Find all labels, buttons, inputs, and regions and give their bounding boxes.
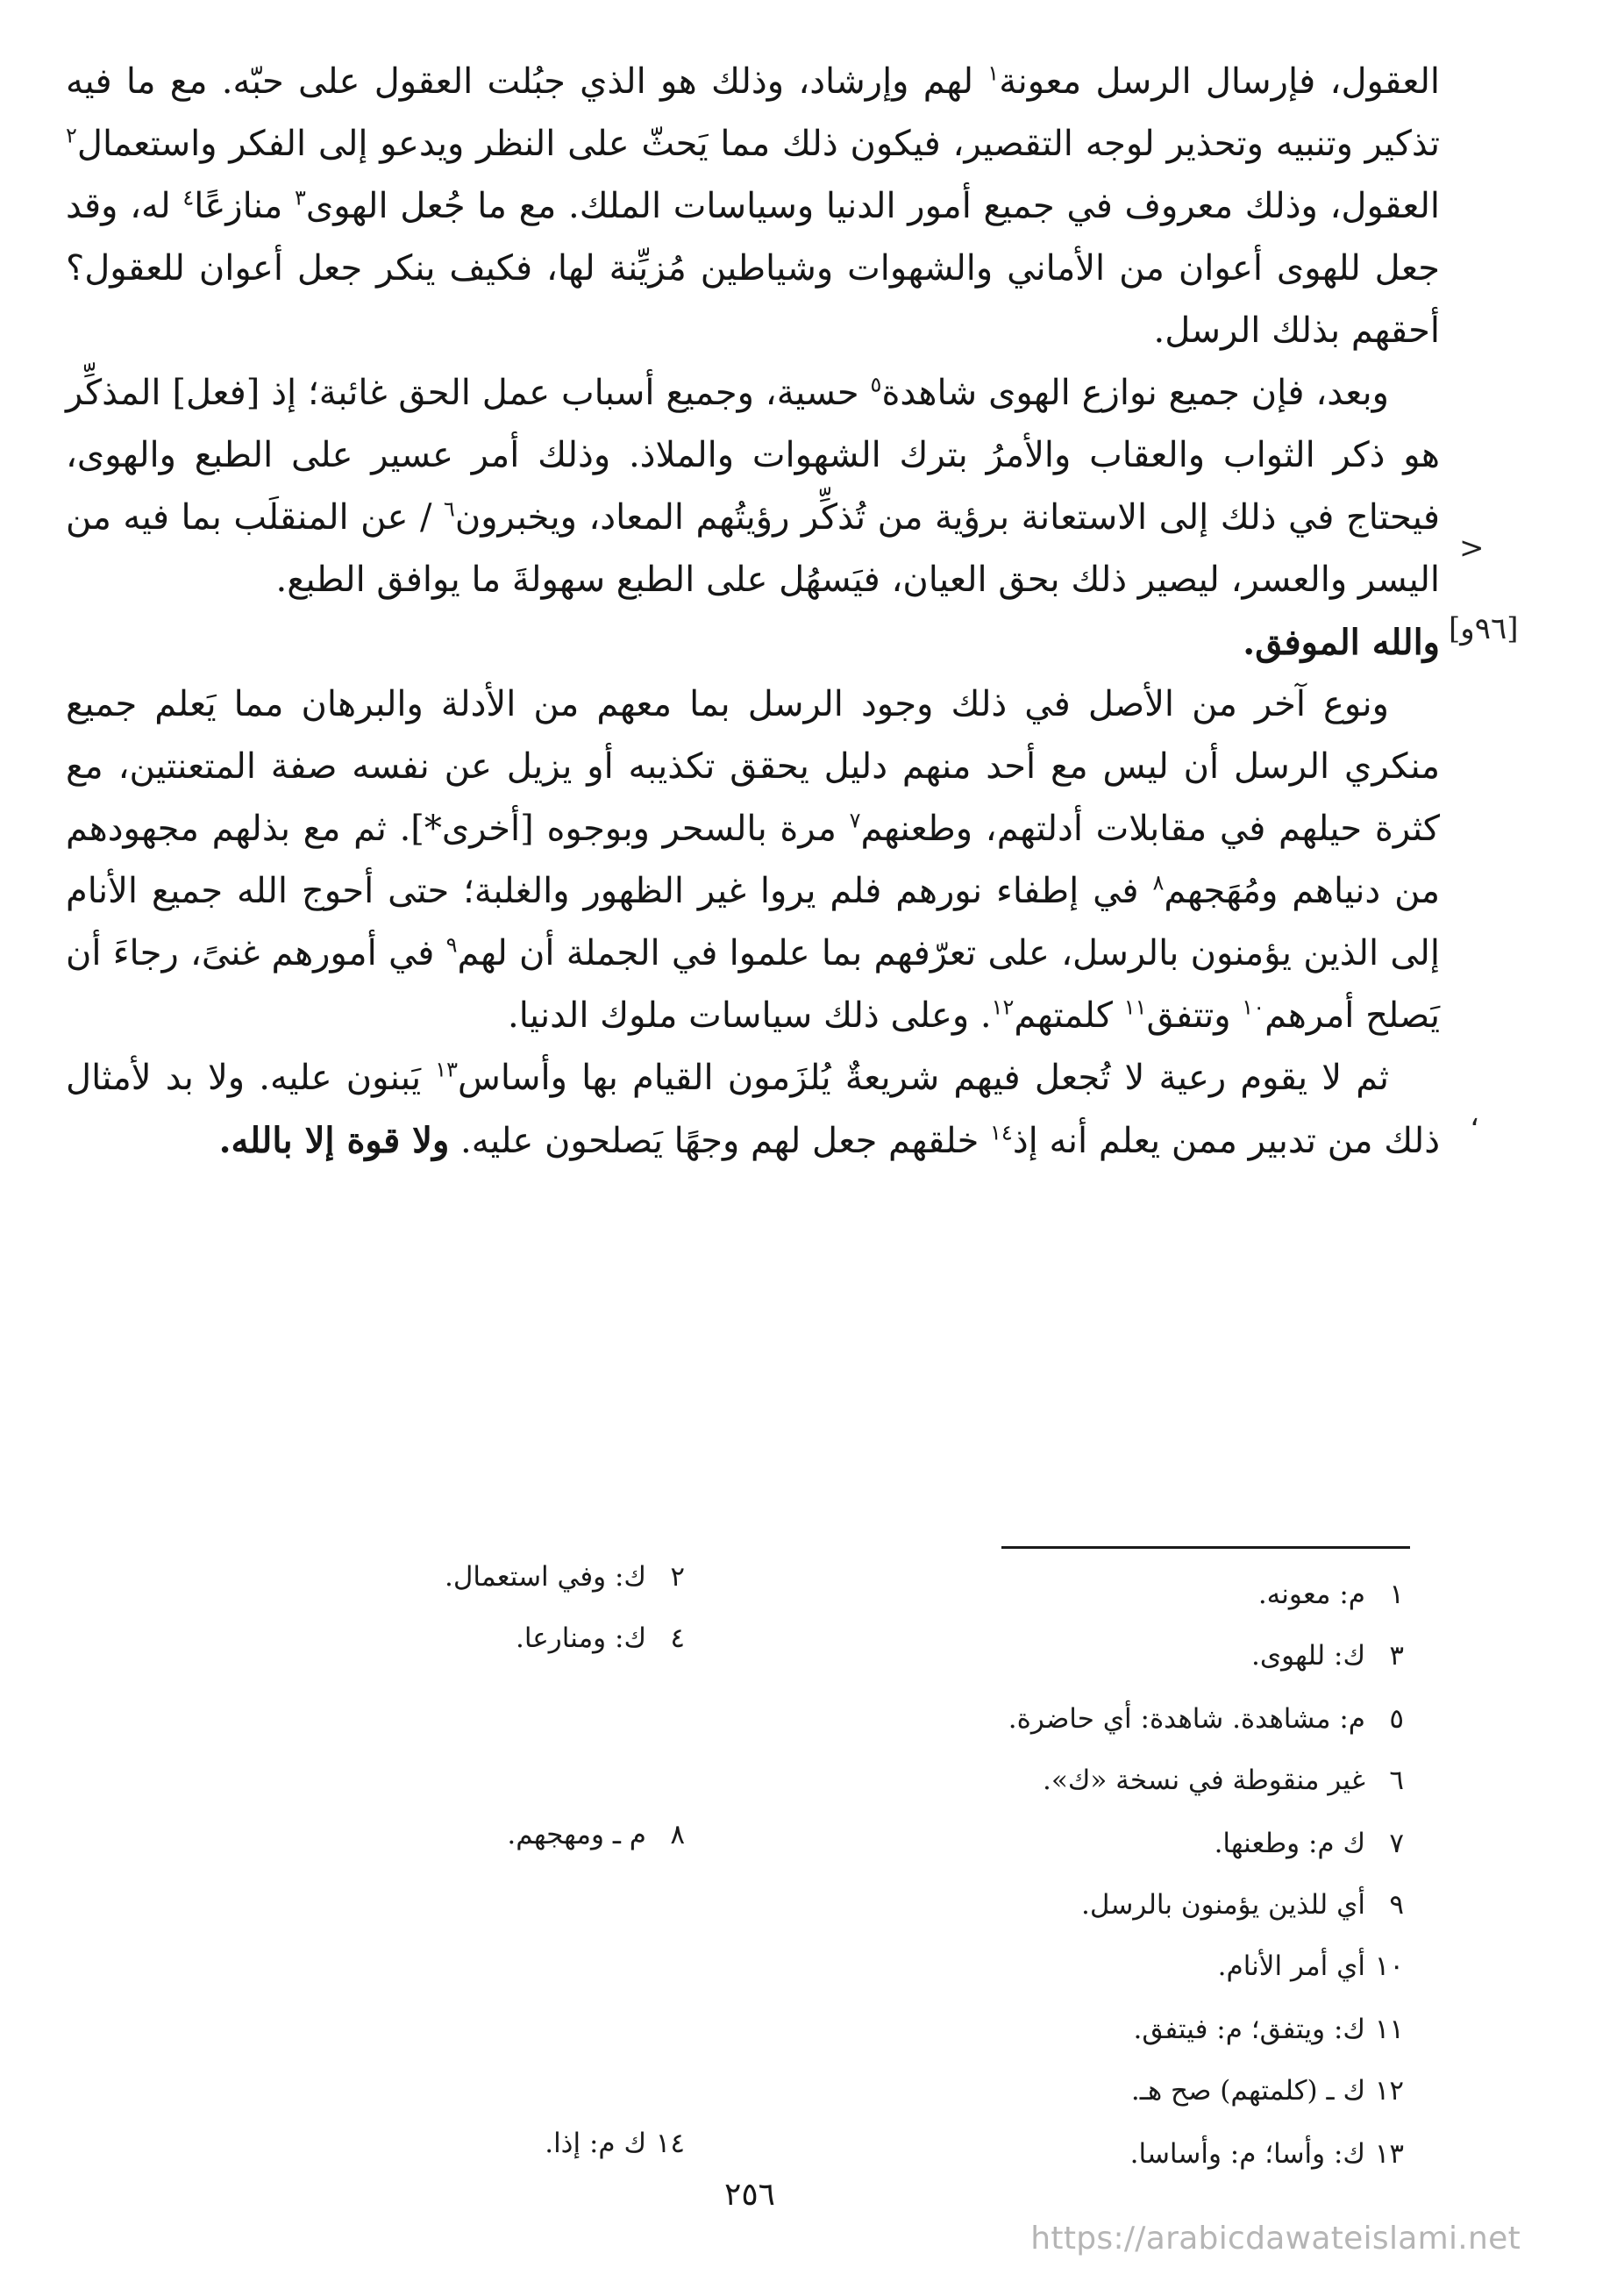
folio-marker: [٩٦و] xyxy=(1449,611,1519,646)
footnote-text: أي للذين يؤمنون بالرسل. xyxy=(1081,1889,1365,1921)
footnote-number: ١٣ xyxy=(1374,2138,1404,2170)
footnote-ref[interactable]: ١ xyxy=(987,61,1000,86)
text-run: . وعلى ذلك سياسات ملوك الدنيا. xyxy=(508,995,992,1036)
text-run: له، وقد جعل للهوى أعوان من الأماني والشهوات وشياطين مُزيِّنة لها، فكيف ينكر جعل أعوان للعقول؟ أحقهم بذلك الرسل. xyxy=(66,186,1440,351)
footnote-text: غير منقوطة في نسخة «ك». xyxy=(1043,1765,1365,1796)
footnote-text: أي أمر الأنام. xyxy=(1217,1950,1365,1982)
footnote-ref[interactable]: ٢ xyxy=(66,123,77,148)
paragraph-4 xyxy=(66,674,1440,1047)
margin-mark: ، xyxy=(1470,1098,1479,1133)
footnote-9 xyxy=(1081,1887,1404,1922)
text-run: حسية، وجميع أسباب عمل الحق غائبة؛ إذ [فعل] المذكِّر هو ذكر الثواب والعقاب والأمرُ بترك الشهوات والملاذ. وذلك أمر عسير على الطبع والهوى، فيحتاج في ذلك إلى الاستعانة برؤية من تُذكِّر رؤيتُهم المعاد، ويخبرون xyxy=(66,373,1440,538)
footnote-number: ٧ xyxy=(1389,1828,1404,1859)
paragraph-3: والله الموفق. xyxy=(1243,622,1440,663)
text-run: في أمورهم غنىً، رجاءَ أن يَصلح أمرهم xyxy=(66,933,1440,1036)
footnote-ref[interactable]: ٧ xyxy=(849,808,861,833)
footnote-2 xyxy=(445,1559,685,1594)
footnote-text: ك: للهوى. xyxy=(1251,1640,1365,1672)
main-text xyxy=(66,51,1440,1173)
footnote-ref[interactable]: ٣ xyxy=(295,185,306,210)
footnote-text: ك: ومنارعا. xyxy=(516,1622,646,1654)
text-run: العقول، وذلك معروف في جميع أمور الدنيا وسياسات الملك. مع ما جُعل الهوى xyxy=(305,186,1440,226)
paragraph-5 xyxy=(66,1047,1440,1173)
footnote-13 xyxy=(1130,2136,1404,2171)
footnote-number: ١١ xyxy=(1374,2014,1404,2045)
text-run: منازعًا xyxy=(194,186,295,226)
footnote-ref[interactable]: ٦ xyxy=(443,496,455,522)
footnote-number: ٦ xyxy=(1389,1765,1404,1796)
footnote-number: ١ xyxy=(1389,1579,1404,1610)
footnote-number: ٣ xyxy=(1389,1640,1404,1672)
footnote-number: ٤ xyxy=(670,1622,685,1654)
footnote-number: ٨ xyxy=(670,1819,685,1850)
footnote-ref[interactable]: ١٢ xyxy=(991,995,1015,1020)
footnote-text: ك: وأسا؛ م: وأساسا. xyxy=(1129,2138,1365,2170)
footnote-1 xyxy=(1258,1577,1404,1612)
text-run: وبعد، فإن جميع نوازع الهوى شاهدة xyxy=(881,373,1389,413)
footnote-5 xyxy=(1008,1701,1404,1736)
text-run: في إطفاء نورهم فلم يروا غير الظهور والغلبة؛ حتى أحوج الله جميع الأنام إلى الذين يؤمنون بالرسل، على تعرّفهم بما علموا في الجملة أن لهم xyxy=(66,871,1440,973)
margin-mark: < xyxy=(1459,531,1485,566)
footnote-text: م: مشاهدة. شاهدة: أي حاضرة. xyxy=(1008,1703,1365,1735)
watermark-url[interactable]: https://arabicdawateislami.net xyxy=(1030,2221,1521,2257)
footnote-7 xyxy=(1215,1826,1404,1861)
text-run: مرة بالسحر وبوجوه [أخرى*]. ثم مع بذلهم مجهودهم من دنياهم ومُهَجهم xyxy=(66,809,1440,911)
footnote-6 xyxy=(1043,1763,1404,1798)
footnote-rule xyxy=(1001,1546,1410,1549)
text-run: لهم وإرشاد، وذلك هو الذي جبُلت العقول على حبّه. مع ما فيه تذكير وتنبيه وتحذير لوجه التقصير، فيكون ذلك مما يَحثّ على النظر ويدعو إلى الفكر واستعمال xyxy=(66,61,1440,164)
footnote-ref[interactable]: ١٣ xyxy=(435,1057,459,1082)
footnote-text: ك: ويتفق؛ م: فيتفق. xyxy=(1133,2014,1365,2045)
footnote-text: ك م: إذا. xyxy=(545,2128,646,2159)
footnote-number: ١٢ xyxy=(1374,2075,1404,2107)
footnote-number: ١٠ xyxy=(1374,1950,1404,1982)
text-run: / عن المنقلَب بما فيه من اليسر والعسر، ليصير ذلك بحق العيان، فيَسهُل على الطبع سهولةَ ما يوافق الطبع. xyxy=(66,497,1440,600)
footnote-number: ٩ xyxy=(1389,1889,1404,1921)
footnote-ref[interactable]: ١٠ xyxy=(1242,995,1265,1020)
footnote-8 xyxy=(507,1817,685,1852)
text-run: وتتفق xyxy=(1146,995,1243,1036)
footnote-ref[interactable]: ٤ xyxy=(182,185,195,210)
footnote-number: ٢ xyxy=(670,1561,685,1593)
footnote-number: ٥ xyxy=(1389,1703,1404,1735)
paragraph-1 xyxy=(66,51,1440,362)
footnote-ref[interactable]: ٩ xyxy=(445,932,458,958)
footnote-3 xyxy=(1251,1638,1404,1673)
text-run: يَبنون عليه. ولا بد لأمثال ذلك من تدبير ممن يعلم أنه إذ xyxy=(66,1058,1440,1161)
footnote-number: ١٤ xyxy=(655,2128,685,2159)
footnote-ref[interactable]: ٨ xyxy=(1152,870,1165,895)
text-run-bold: ولا قوة إلا بالله. xyxy=(218,1120,450,1161)
footnote-14 xyxy=(545,2126,685,2161)
text-run: ثم لا يقوم رعية لا تُجعل فيهم شريعةٌ يُلزَمون القيام بها وأساس xyxy=(458,1058,1389,1098)
text-run: ونوع آخر من الأصل في ذلك وجود الرسل بما معهم من الأدلة والبرهان مما يَعلم جميع منكري الرسل أن ليس مع أحد منهم دليل يحقق تكذيبه أو يزيل عن نفسه صفة المتعنتين، مع كثرة حيلهم في مقابلات أدلتهم، وطعنهم xyxy=(66,684,1440,849)
footnote-text: م ـ ومهجهم. xyxy=(507,1819,646,1850)
footnote-10 xyxy=(1218,1949,1404,1984)
paragraph-2 xyxy=(66,362,1440,611)
footnote-text: ك ـ (كلمتهم) صح هـ. xyxy=(1130,2075,1365,2107)
footnote-12 xyxy=(1131,2073,1404,2108)
text-run: العقول، فإرسال الرسل معونة xyxy=(999,61,1440,102)
text-run: كلمتهم xyxy=(1014,995,1124,1036)
footnote-ref[interactable]: ١١ xyxy=(1123,995,1147,1020)
footnote-text: ك: وفي استعمال. xyxy=(445,1561,646,1593)
footnote-text: م: معونه. xyxy=(1257,1579,1365,1610)
text-run: خلقهم جعل لهم وجهًا يَصلحون عليه. xyxy=(449,1121,991,1161)
footnote-ref[interactable]: ٥ xyxy=(870,372,882,397)
footnote-11 xyxy=(1134,2012,1404,2047)
footnote-4 xyxy=(516,1621,685,1656)
footnote-text: ك م: وطعنها. xyxy=(1214,1828,1365,1859)
footnote-ref[interactable]: ١٤ xyxy=(990,1120,1013,1145)
page-number: ٢٥٦ xyxy=(723,2177,775,2213)
